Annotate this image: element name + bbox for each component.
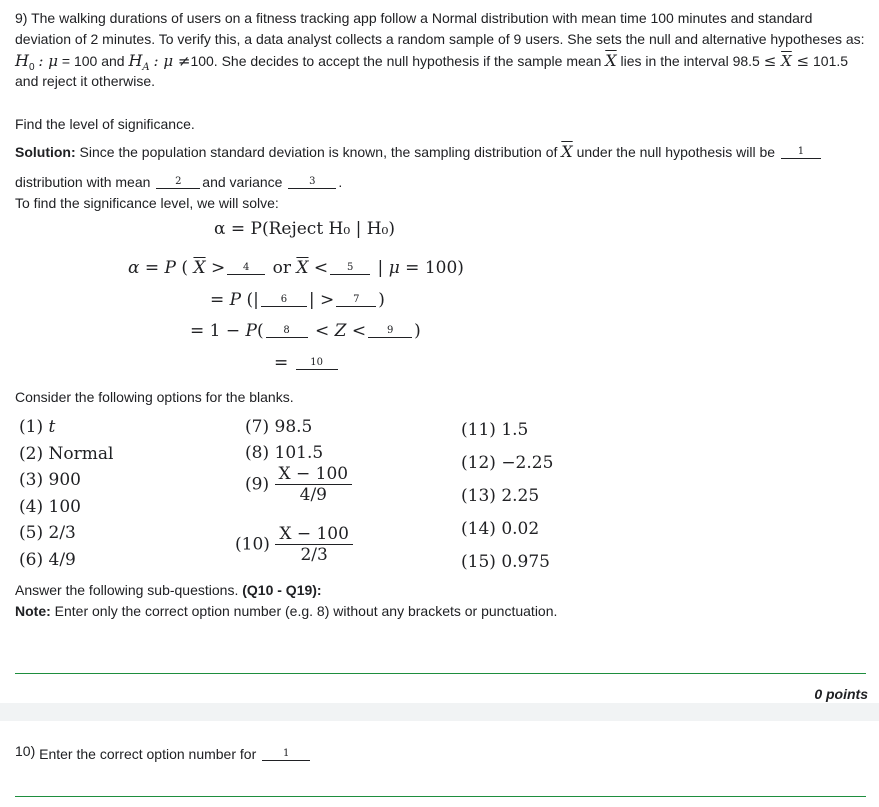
points-label: 0 points bbox=[814, 686, 868, 702]
dist-mean-text: distribution with mean bbox=[15, 174, 151, 190]
option-13: (13) 2.25 bbox=[461, 486, 540, 506]
distribution-line: distribution with mean 2 and variance 3 . bbox=[15, 174, 343, 190]
options-column-1 bbox=[19, 414, 113, 573]
option-12: (12) −2.25 bbox=[461, 453, 554, 473]
option-9: (9) $\frac{X - 100}{4/9}$ bbox=[245, 464, 352, 505]
option-11: (11) 1.5 bbox=[461, 420, 529, 440]
question-line-3: $H_0$ : μ = 100 and $H_A$ : μ ≠100. She decides to accept the null hypothesis if the sample mean $\overline{X}$ lies in the interval $98.5 \le \overline{X} \le 101.5$ bbox=[15, 51, 849, 73]
blank-2: 2 bbox=[156, 176, 200, 189]
note-instruction: Note: Enter only the correct option number (e.g. 8) without any brackets or punctuation. bbox=[15, 603, 558, 619]
question-line-2: deviation of 2 minutes. To verify this, a data analyst collects a random sample of 9 users. She sets the null and alternative hypotheses as: bbox=[15, 31, 865, 47]
ha-text: 100. She decides to accept the null hypothesis if the sample mean bbox=[190, 53, 602, 69]
equation-line-3: = 1 − P( 8 < Z < 9 ) bbox=[190, 321, 421, 341]
blank-8: 8 bbox=[266, 325, 308, 338]
answer-divider bbox=[15, 673, 866, 674]
blank-10: 10 bbox=[296, 357, 338, 370]
interval-a: lies in the interval 98.5 bbox=[620, 53, 760, 69]
blank-7: 7 bbox=[336, 294, 376, 307]
option-6: (6) 4/9 bbox=[19, 549, 76, 570]
option-7: (7) 98.5 bbox=[245, 417, 313, 437]
question-line-1: 9) The walking durations of users on a fitness tracking app follow a Normal distribution with mean time 100 minutes and standard bbox=[15, 10, 813, 26]
find-text: Find the level of significance. bbox=[15, 116, 195, 132]
option-10: (10) $\frac{X - 100}{2/3}$ bbox=[235, 524, 353, 565]
subquestion-10 bbox=[15, 741, 312, 765]
subquestion-number: 10) bbox=[15, 743, 36, 759]
option-4: (4) 100 bbox=[19, 496, 81, 517]
alpha-definition: α = P(Reject H₀ | H₀) bbox=[214, 219, 395, 239]
blank-4: 4 bbox=[227, 262, 265, 275]
option-1: (1) t bbox=[19, 417, 56, 437]
option-5: (5) 2/3 bbox=[19, 523, 76, 543]
equation-line-4: = 10 bbox=[274, 353, 340, 373]
subquestion-text: Enter the correct option number for bbox=[39, 746, 257, 762]
option-2: (2) Normal bbox=[19, 443, 114, 464]
blank-5: 5 bbox=[330, 262, 370, 275]
option-15: (15) 0.975 bbox=[461, 552, 550, 572]
solution-label: Solution: bbox=[15, 144, 76, 160]
solution-line: Solution: Since the population standard deviation is known, the sampling distribution of $\overline{X}$ under the null hypothesis will be 1 bbox=[15, 141, 823, 163]
equation-line-1: α = P ( $\overline{X} > 4$ or $\overline{X} < 5$ | μ = 100) bbox=[128, 258, 464, 278]
option-3: (3) 900 bbox=[19, 470, 81, 490]
blank-1: 1 bbox=[781, 146, 821, 159]
options-column-3 bbox=[461, 414, 553, 579]
option-14: (14) 0.02 bbox=[461, 519, 540, 539]
equation-line-2: = P (| 6 | > 7 ) bbox=[210, 290, 385, 310]
blank-3: 3 bbox=[288, 176, 336, 189]
solution-text-2: under the null hypothesis will be bbox=[576, 144, 776, 160]
and-variance-text: and variance bbox=[202, 174, 283, 190]
subquestion-blank: 1 bbox=[262, 748, 310, 761]
interval-b: 101.5 bbox=[813, 53, 849, 69]
blank-6: 6 bbox=[261, 294, 307, 307]
option-8: (8) 101.5 bbox=[245, 443, 324, 463]
blank-9: 9 bbox=[368, 325, 412, 338]
answer-instruction: Answer the following sub-questions. (Q10 - Q19): bbox=[15, 582, 322, 598]
answer-input-line[interactable] bbox=[15, 796, 866, 797]
to-find-text: To find the significance level, we will solve: bbox=[15, 195, 279, 211]
solution-text: Since the population standard deviation is known, the sampling distribution of bbox=[79, 144, 558, 160]
h0-text: = 100 and bbox=[61, 53, 125, 69]
question-line-4: and reject it otherwise. bbox=[15, 73, 156, 89]
question-separator bbox=[0, 703, 879, 721]
options-intro: Consider the following options for the blanks. bbox=[15, 389, 294, 405]
